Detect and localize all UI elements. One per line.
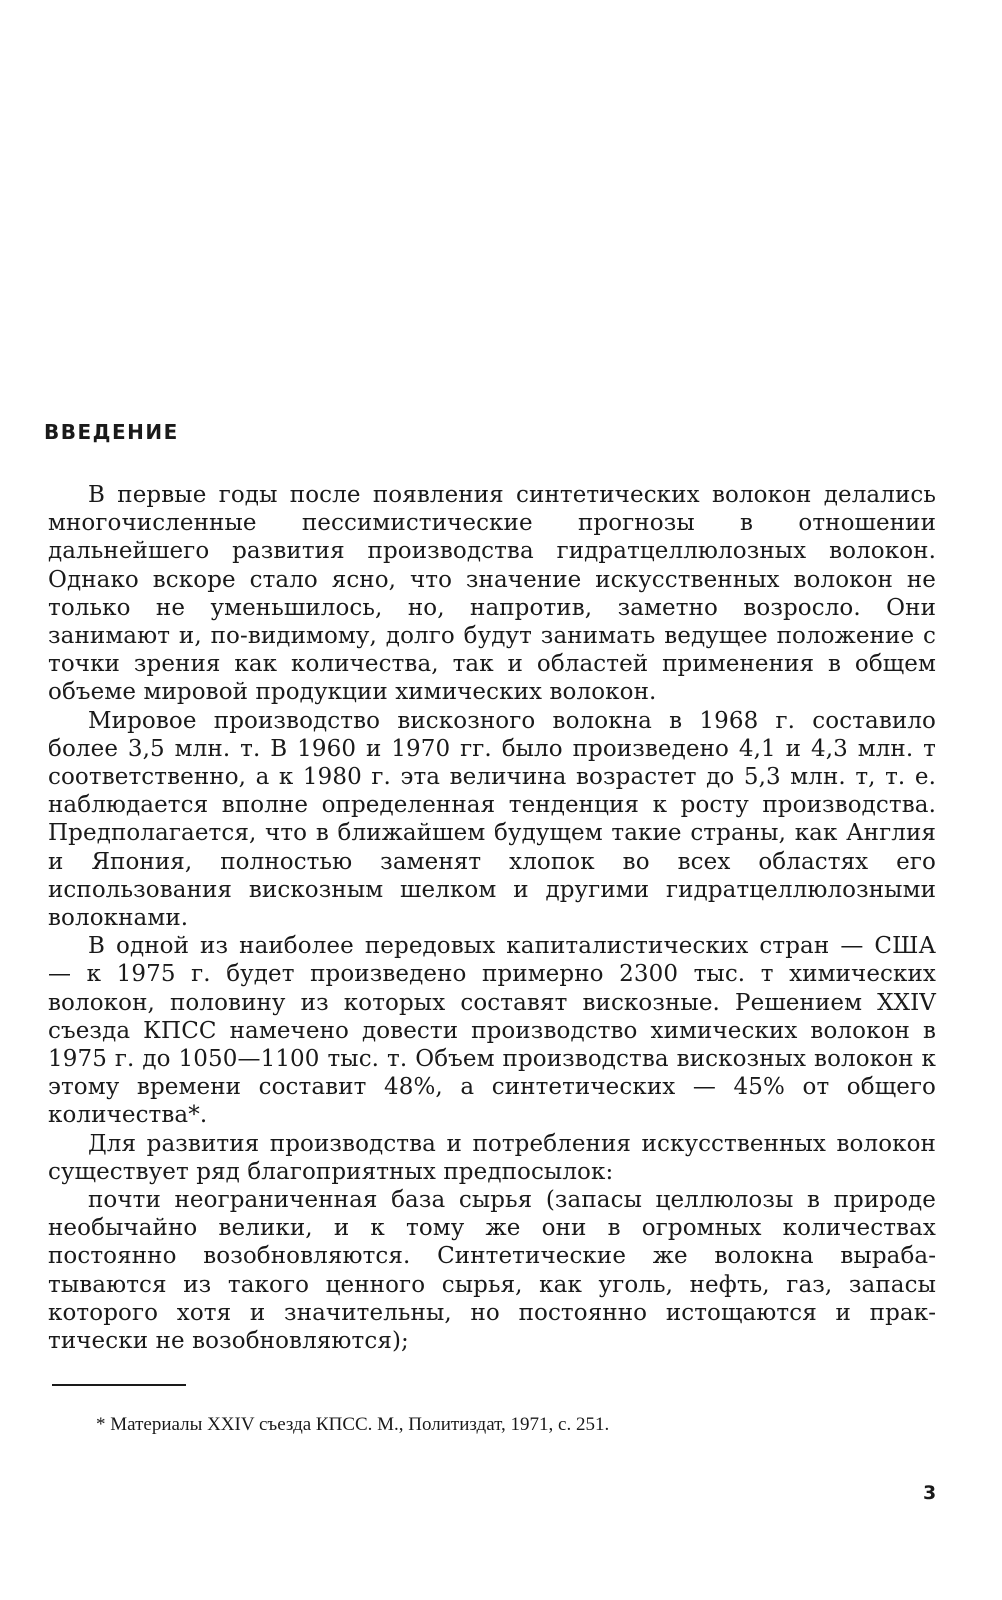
footnote: * Материалы XXIV съезда КПСС. М., Политиздат, 1971, с. 251. xyxy=(96,1414,610,1435)
paragraph: В первые годы после появления синтетических волокон делались многочисленные пессимистические прогнозы в отношении дальнейшего развития производства гидратцеллюлозных волокон. Однако вскоре стало ясно, что значение искусственных волокон не только не уменьшилось, но, напротив, заметно возросло. Они занимают и, по-видимому, долго будут занимать ведущее положение с точки зрения как количества, так и областей применения в общем объеме мировой продукции химических волокон. xyxy=(48,482,936,706)
footnote-divider xyxy=(52,1384,186,1386)
section-heading: ВВЕДЕНИЕ xyxy=(44,420,179,444)
paragraph: Мировое производство вискозного волокна в 1968 г. составило более 3,5 млн. т. В 1960 и 1970 гг. было произведено 4,1 и 4,3 млн. т соответственно, а к 1980 г. эта величина возрастет до 5,3 млн. т, т. е. наблюдается вполне определенная тенденция к росту производства. Предполагается, что в ближайшем будущем такие страны, как Англия и Япония, полностью заменят хлопок во всех областях его использования вискозным шелком и другими гидратцеллюлозными волокнами. xyxy=(48,707,936,932)
body-text xyxy=(48,481,936,1355)
paragraph: В одной из наиболее передовых капиталистических стран — США — к 1975 г. будет произведено примерно 2300 тыс. т химических волокон, половину из которых составят вискозные. Решением XXIV съезда КПСС намечено довести производство химических волокон в 1975 г. до 1050—1100 тыс. т. Объем производства вискозных волокон к этому времени составит 48%, а синтетических — 45% от общего количества*. xyxy=(48,933,936,1129)
paragraph: Для развития производства и потребления искусственных волокон существует ряд благоприятных предпосылок: xyxy=(48,1130,936,1185)
paragraph: почти неограниченная база сырья (запасы целлюлозы в природе необычайно велики, и к тому же они в огромных количествах постоянно возобновляются. Синтетические же волокна вырабатываются из такого ценного сырья, как уголь, нефть, газ, запасы которого хотя и значительны, но постоянно истощаются и практически не возобновляются); xyxy=(48,1187,936,1355)
page-number: 3 xyxy=(923,1482,937,1504)
